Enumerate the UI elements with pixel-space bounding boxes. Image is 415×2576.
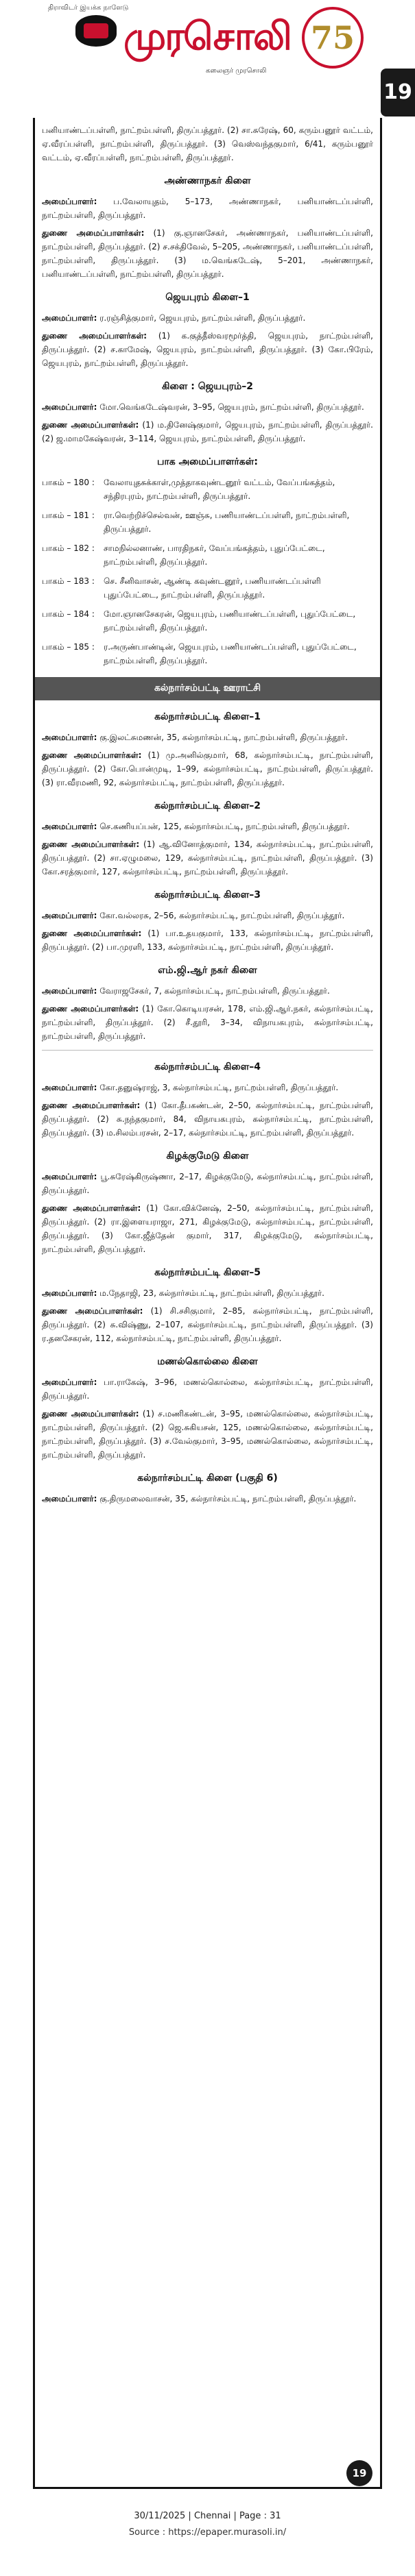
member-paragraph — [42, 1286, 373, 1300]
role-label: அமைப்பாளர்: — [42, 1377, 97, 1387]
member-details: பூ.சுரேஷ்கிருஷ்ணா, 2–17, கிழக்குமேடு, கல்நார்சம்பட்டி, நாட்றம்பள்ளி, திருப்பத்தூர். — [42, 1172, 373, 1195]
member-details: (1) ஆ.வினோத்குமார், 134, கல்நார்சம்பட்டி, நாட்றம்பள்ளி, திருப்பத்தூர். (2) சா.ஏழுமலை, 129, கல்நார்சம்பட்டி, நாட்றம்பள்ளி, திருப்பத்தூர். (3) கோ.சரத்குமார், 127, கல்நார்சம்பட்டி, நாட்றம்பள்ளி, திருப்பத்தூர். — [42, 839, 373, 876]
role-label: அமைப்பாளர்: — [42, 197, 97, 206]
booth-number: பாகம் – 185 : — [42, 642, 95, 652]
branch-heading: மணல்கொல்லை கிளை — [157, 1356, 258, 1367]
member-paragraph — [42, 984, 373, 998]
member-details: செ.கணியப்பன், 125, கல்நார்சம்பட்டி, நாட்றம்பள்ளி, திருப்பத்தூர். — [97, 822, 350, 831]
booth-number: பாகம் – 180 : — [42, 478, 95, 487]
role-label: துணை அமைப்பாளர்கள்: — [42, 1409, 139, 1419]
page-footer — [0, 2508, 415, 2541]
member-details: (1) கோ.விக்னேஷ், 2–50, கல்நார்சம்பட்டி, நாட்றம்பள்ளி, திருப்பத்தூர். (2) ரா.இளையராஜா, 271, கிழக்குமேடு, கல்நார்சம்பட்டி, நாட்றம்பள்ளி, திருப்பத்தூர். (3) கோ.ஜீத்தேன் குமார், 317, கிழக்குமேடு, கல்நார்சம்பட்டி, நாட்றம்பள்ளி, திருப்பத்தூர். — [42, 1203, 374, 1254]
branch-heading: அண்ணாநகர் கிளை — [164, 175, 251, 186]
role-label: துணை அமைப்பாளர்கள்: — [42, 1306, 143, 1316]
role-label: துணை அமைப்பாளர்கள்: — [42, 839, 140, 849]
booth-entry — [42, 541, 373, 569]
member-details: ம.நேதாஜி, 23, கல்நார்சம்பட்டி, நாட்றம்பள்ளி, திருப்பத்தூர். — [97, 1288, 324, 1298]
branch-heading: கல்நார்சம்பட்டி கிளை–5 — [154, 1267, 261, 1278]
role-label: அமைப்பாளர்: — [42, 1288, 97, 1298]
member-paragraph — [42, 748, 373, 789]
branch-heading: கிளை : ஜெயபுரம்–2 — [162, 381, 253, 392]
role-label: அமைப்பாளர்: — [42, 1494, 97, 1504]
member-details: பா.ராகேஷ், 3–96, மணல்கொல்லை, கல்நார்சம்பட்டி, நாட்றம்பள்ளி, திருப்பத்தூர். — [42, 1377, 373, 1401]
member-paragraph — [42, 820, 373, 833]
member-paragraph — [42, 311, 373, 325]
member-paragraph — [42, 1304, 373, 1345]
role-label: அமைப்பாளர்: — [42, 822, 97, 831]
page-number-badge-bottom: 19 — [346, 2460, 372, 2486]
booth-number: பாகம் – 184 : — [42, 609, 95, 619]
member-paragraph — [42, 1002, 373, 1043]
booth-organizer: ர.அருண்பாண்டின், ஜெயபுரம், பணியாண்டப்பள்ளி, புதுப்பேட்டை, நாட்றம்பள்ளி, திருப்பத்தூர். — [104, 642, 357, 665]
member-details: (1) கோ.தீபகண்டன், 2–50, கல்நார்சம்பட்டி, நாட்றம்பள்ளி, திருப்பத்தூர். (2) சு.நந்தகுமார், 84, விநாயகபுரம், கல்நார்சம்பட்டி, நாட்றம்பள்ளி, திருப்பத்தூர். (3) ம.சிலம்பரசன், 2–17, கல்நார்சம்பட்டி, நாட்றம்பள்ளி, திருப்பத்தூர். — [42, 1101, 373, 1138]
role-label: துணை அமைப்பாளர்கள்: — [42, 1101, 141, 1110]
member-details: வேராஜசேகர், 7, கல்நார்சம்பட்டி, நாட்றம்பள்ளி, திருப்பத்தூர். — [97, 986, 330, 996]
member-paragraph — [42, 1170, 373, 1197]
member-details: (1) சி.சசிகுமார், 2–85, கல்நார்சம்பட்டி, நாட்றம்பள்ளி, திருப்பத்தூர். (2) சு.விஷ்ணு, 2–107, கல்நார்சம்பட்டி, நாட்றம்பள்ளி, திருப்பத்தூர். (3) ர.தனசேகரன், 112, கல்நார்சம்பட்டி, நாட்றம்பள்ளி, திருப்பத்தூர். — [42, 1306, 373, 1343]
masthead — [0, 0, 415, 116]
member-details: (1) ம.தினேஷ்குமார், ஜெயபுரம், நாட்றம்பள்ளி, திருப்பத்தூர். (2) ஜ.மாமகேஷ்வரன், 3–114, ஜெயபுரம், நாட்றம்பள்ளி, திருப்பத்தூர். — [42, 420, 373, 443]
member-details: கு.இலட்சுமணன், 35, கல்நார்சம்பட்டி, நாட்றம்பள்ளி, திருப்பத்தூர். — [97, 733, 348, 742]
member-paragraph — [42, 927, 373, 954]
branch-heading: கல்நார்சம்பட்டி கிளை (பகுதி 6) — [137, 1473, 278, 1484]
footer-date-page: 30/11/2025 | Chennai | Page : 31 — [134, 2511, 281, 2521]
member-paragraph — [42, 837, 373, 879]
booth-entry — [42, 508, 373, 536]
role-label: அமைப்பாளர்: — [42, 313, 97, 323]
member-paragraph — [42, 226, 373, 281]
member-paragraph — [42, 329, 373, 370]
branch-heading: ஜெயபுரம் கிளை–1 — [165, 292, 250, 303]
member-paragraph — [42, 1375, 373, 1403]
masthead-tagline: திராவிடர் இயக்க நாளேடு — [48, 4, 129, 12]
booth-entry — [42, 476, 373, 503]
member-paragraph — [42, 1201, 373, 1256]
member-details: (1) பா.உதயகுமார், 133, கல்நார்சம்பட்டி, நாட்றம்பள்ளி, திருப்பத்தூர். (2) பா.முரளி, 133, கல்நார்சம்பட்டி, நாட்றம்பள்ளி, திருப்பத்தூர். — [42, 929, 373, 952]
role-label: துணை அமைப்பாளர்கள்: — [42, 420, 139, 430]
role-label: அமைப்பாளர்: — [42, 733, 97, 742]
footer-source-link[interactable]: Source : https://epaper.murasoli.in/ — [128, 2527, 287, 2538]
booth-organizer: சாமநில்லனாண், பாரதிநகர், வேப்பங்கத்தம், புதுப்பேட்டை, நாட்றம்பள்ளி, திருப்பத்தூர். — [104, 543, 325, 567]
member-paragraph — [42, 418, 373, 445]
booth-organizer: மோ.ஞானசேகரன், ஜெயபுரம், பணியாண்டப்பள்ளி, புதுப்பேட்டை, நாட்றம்பள்ளி, திருப்பத்தூர். — [104, 609, 356, 633]
role-label: அமைப்பாளர்: — [42, 911, 97, 920]
member-paragraph — [42, 123, 373, 164]
booth-entry — [42, 574, 373, 602]
booth-number: பாகம் – 181 : — [42, 511, 95, 520]
role-label: அமைப்பாளர்: — [42, 1083, 97, 1092]
member-details: கு.திருமலைவாசன், 35, கல்நார்சம்பட்டி, நாட்றம்பள்ளி, திருப்பத்தூர். — [97, 1494, 357, 1504]
section-title-bar: கல்நார்சம்பட்டி ஊராட்சி — [35, 677, 380, 700]
member-paragraph — [42, 1407, 373, 1462]
booth-entry — [42, 607, 373, 635]
newspaper-logo[interactable]: முரசொலி — [123, 14, 291, 59]
branch-heading: கல்நார்சம்பட்டி கிளை–4 — [154, 1062, 261, 1072]
role-label: துணை அமைப்பாளர்கள்: — [42, 750, 142, 760]
booth-number: பாகம் – 183 : — [42, 576, 95, 586]
branch-heading: எம்.ஜி.ஆர் நகர் கிளை — [158, 965, 257, 976]
branch-heading: கிழக்குமேடு கிளை — [166, 1151, 249, 1162]
member-paragraph — [42, 1099, 373, 1140]
booth-organizer: செ. சீனிவாசன், ஆண்டி கவுண்டனூர், பணியாண்டப்பள்ளி புதுப்பேட்டை, நாட்றம்பள்ளி, திருப்பத்தூர். — [104, 576, 321, 600]
member-details: (1) மு.அனில்குமார், 68, கல்நார்சம்பட்டி, நாட்றம்பள்ளி, திருப்பத்தூர். (2) கோ.பொன்முடி, 1–99, கல்நார்சம்பட்டி, நாட்றம்பள்ளி, திருப்பத்தூர். (3) ரா.வீரமணி, 92, கல்நார்சம்பட்டி, நாட்றம்பள்ளி, திருப்பத்தூர். — [42, 750, 373, 787]
role-label: அமைப்பாளர்: — [42, 986, 97, 996]
role-label: அமைப்பாளர்: — [42, 1172, 97, 1181]
member-details: மோ.வெங்கடேஷ்வரன், 3–95, ஜெயபுரம், நாட்றம்பள்ளி, திருப்பத்தூர். — [97, 402, 364, 412]
role-label: துணை அமைப்பாளர்கள்: — [42, 929, 142, 938]
member-details: கோ.தனுஷ்ராஜ், 3, கல்நார்சம்பட்டி, நாட்றம்பள்ளி, திருப்பத்தூர். — [97, 1083, 339, 1092]
member-details: பனியாண்டப்பள்ளி, நாட்றம்பள்ளி, திருப்பத்தூர். (2) சா.சுரேஷ், 60, கரும்பனூர் வட்டம், ஏ.வீரப்பள்ளி, நாட்றம்பள்ளி, திருப்பத்தூர். (3) வெஸ்வந்தகுமார், 6/41, கரும்பனூர் வட்டம், ஏ.வீரப்பள்ளி, நாட்றம்பள்ளி, திருப்பத்தூர். — [42, 125, 373, 162]
member-details: (1) ச.மணிகண்டன், 3–95, மணல்கொல்லை, கல்நார்சம்பட்டி, நாட்றம்பள்ளி, திருப்பத்தூர். (2) ஜெ.சுகியசன், 125, மணல்கொல்லை, கல்நார்சம்பட்டி, நாட்றம்பள்ளி, திருப்பத்தூர். (3) ச.வேல்குமார், 3–95, மணல்கொல்லை, கல்நார்சம்பட்டி, நாட்றம்பள்ளி, திருப்பத்தூர். — [42, 1409, 373, 1460]
member-details: (1) கோ.கொடியரசன், 178, எம்.ஜி.ஆர்.நகர், கல்நார்சம்பட்டி, நாட்றம்பள்ளி, திருப்பத்தூர். (2) சீ.தூரி, 3–34, விநாயகபுரம், கல்நார்சம்பட்டி, நாட்றம்பள்ளி, திருப்பத்தூர். — [42, 1004, 374, 1041]
party-emblem-icon — [75, 15, 117, 47]
member-paragraph — [42, 1492, 373, 1506]
anniversary-number: 75 — [310, 19, 355, 56]
branch-heading: கல்நார்சம்பட்டி கிளை–1 — [154, 711, 261, 722]
booth-organizer: வேலாயுதசுக்காள்,முத்தாகவுண்டனூர் வட்டம், வேப்பங்கத்தம், சந்திரபுரம், நாட்றம்பள்ளி, திருப்பத்தூர். — [104, 478, 335, 501]
member-details: கோ.வல்லரசு, 2–56, கல்நார்சம்பட்டி, நாட்றம்பள்ளி, திருப்பத்தூர். — [97, 911, 345, 920]
branch-heading: கல்நார்சம்பட்டி கிளை–3 — [154, 890, 261, 900]
booth-organizer: ரா.வெற்றிச்செல்வன், ஊஞ்சு, பணியாண்டப்பள்ளி, நாட்றம்பள்ளி, திருப்பத்தூர். — [104, 511, 350, 534]
page-number-badge: 19 — [381, 69, 415, 116]
member-paragraph — [42, 731, 373, 744]
member-paragraph — [42, 195, 373, 222]
anniversary-badge — [302, 7, 364, 69]
member-details: (1) கு.ஞானசேகர், அண்ணாநகர், பனியாண்டப்பள்ளி, நாட்றம்பள்ளி, திருப்பத்தூர். (2) ச.சக்திவேல், 5–205, அண்ணாநகர், பனியாண்டப்பள்ளி, நாட்றம்பள்ளி, திருப்பத்தூர். (3) ம.வெங்கடேஷ், 5–201, அண்ணாநகர், பனியாண்டப்பள்ளி, நாட்றம்பள்ளி, திருப்பத்தூர். — [42, 228, 373, 279]
branch-heading: பாக அமைப்பாளர்கள்: — [157, 456, 258, 467]
booth-number: பாகம் – 182 : — [42, 543, 95, 553]
role-label: துணை அமைப்பாளர்கள்: — [42, 1203, 141, 1213]
role-label: துணை அமைப்பாளர்கள்: — [42, 1004, 139, 1014]
member-paragraph — [42, 400, 373, 414]
role-label: அமைப்பாளர்: — [42, 402, 97, 412]
role-label: துணை அமைப்பாளர்கள்: — [42, 331, 147, 341]
member-details: ப.வேலாயுதம், 5–173, அண்ணாநகர், பனியாண்டப்பள்ளி, நாட்றம்பள்ளி, திருப்பத்தூர். — [42, 197, 373, 220]
branch-heading: கல்நார்சம்பட்டி கிளை–2 — [154, 800, 261, 811]
article-column — [33, 118, 382, 2489]
logo-subtitle: கலைஞர் முரசொலி — [206, 67, 267, 75]
role-label: துணை அமைப்பாளர்கள்: — [42, 228, 145, 238]
member-paragraph — [42, 909, 373, 922]
booth-entry — [42, 640, 373, 667]
divider — [42, 1050, 373, 1051]
member-details: ர.ரஞ்சித்குமார், ஜெயபுரம், நாட்றம்பள்ளி, திருப்பத்தூர். — [97, 313, 306, 323]
member-paragraph — [42, 1081, 373, 1094]
member-details: (1) க.குத்தீஸ்வரமூர்த்தி, ஜெயபுரம், நாட்றம்பள்ளி, திருப்பத்தூர். (2) ச.காமேஷ், ஜெயபுரம், நாட்றம்பள்ளி, திருப்பத்தூர். (3) கோ.பிரேம், ஜெயபுரம், நாட்றம்பள்ளி, திருப்பத்தூர். — [42, 331, 373, 368]
